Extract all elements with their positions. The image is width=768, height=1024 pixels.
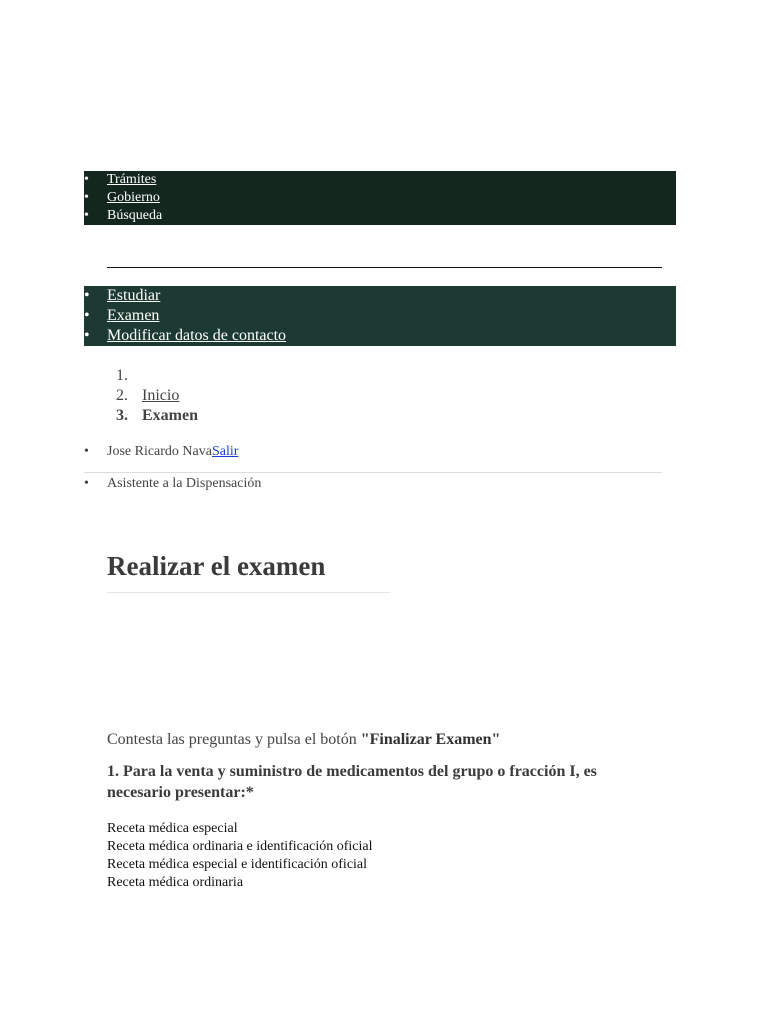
breadcrumb (116, 366, 198, 426)
bullet-icon: • (84, 476, 89, 491)
app-nav-item-examen[interactable] (84, 306, 676, 326)
breadcrumb-item-inicio[interactable] (116, 386, 198, 406)
answer-option-3[interactable]: Receta médica especial e identificación oficial (107, 857, 368, 872)
gov-nav-link-tramites[interactable]: Trámites (107, 172, 157, 187)
bullet-icon: • (84, 444, 89, 459)
user-role: Asistente a la Dispensación (107, 476, 262, 491)
logout-link[interactable]: Salir (211, 444, 239, 459)
user-item (84, 442, 662, 462)
answer-option-2[interactable]: Receta médica ordinaria e identificación oficial (107, 839, 373, 854)
breadcrumb-link-inicio[interactable]: Inicio (142, 387, 180, 404)
gov-nav-item-tramites[interactable] (84, 171, 676, 189)
breadcrumb-number: 2. (116, 387, 128, 404)
gov-nav-link-busqueda[interactable]: Búsqueda (107, 208, 163, 223)
title-divider (107, 592, 390, 593)
user-name: Jose Ricardo Nava (107, 444, 212, 459)
answer-option-4[interactable]: Receta médica ordinaria (107, 875, 244, 890)
breadcrumb-current: Examen (142, 407, 198, 424)
app-nav-link-examen[interactable]: Examen (107, 307, 160, 324)
app-nav-link-estudiar[interactable]: Estudiar (107, 287, 161, 304)
breadcrumb-item-home (116, 366, 198, 386)
app-nav-item-estudiar[interactable] (84, 286, 676, 306)
bullet-icon: • (84, 172, 89, 187)
app-nav-link-modificar-datos[interactable]: Modificar datos de contacto (107, 327, 287, 344)
breadcrumb-item-examen (116, 406, 198, 426)
breadcrumb-number: 3. (116, 407, 128, 424)
user-info (84, 442, 662, 494)
gov-nav (84, 171, 676, 225)
role-item (84, 474, 662, 494)
question-1: 1. Para la venta y suministro de medicamentos del grupo o fracción I, es necesario presentar:* (107, 763, 597, 801)
exam-instructions (107, 729, 500, 751)
bullet-icon: • (84, 327, 90, 344)
app-nav (84, 286, 676, 346)
user-divider (84, 472, 662, 473)
gov-nav-item-gobierno[interactable] (84, 189, 676, 207)
divider (107, 267, 662, 268)
bullet-icon: • (84, 208, 89, 223)
breadcrumb-number: 1. (116, 367, 128, 384)
answer-option-1[interactable]: Receta médica especial (107, 821, 238, 836)
answer-options (107, 820, 372, 892)
app-nav-item-modificar-datos[interactable] (84, 326, 676, 346)
bullet-icon: • (84, 287, 90, 304)
gov-nav-item-busqueda[interactable] (84, 207, 676, 225)
gov-nav-link-gobierno[interactable]: Gobierno (107, 190, 160, 205)
bullet-icon: • (84, 307, 90, 324)
instructions-button-name: "Finalizar Examen" (360, 731, 501, 748)
bullet-icon: • (84, 190, 89, 205)
page-title: Realizar el examen (107, 551, 326, 581)
instructions-text: Contesta las preguntas y pulsa el botón (107, 731, 361, 748)
